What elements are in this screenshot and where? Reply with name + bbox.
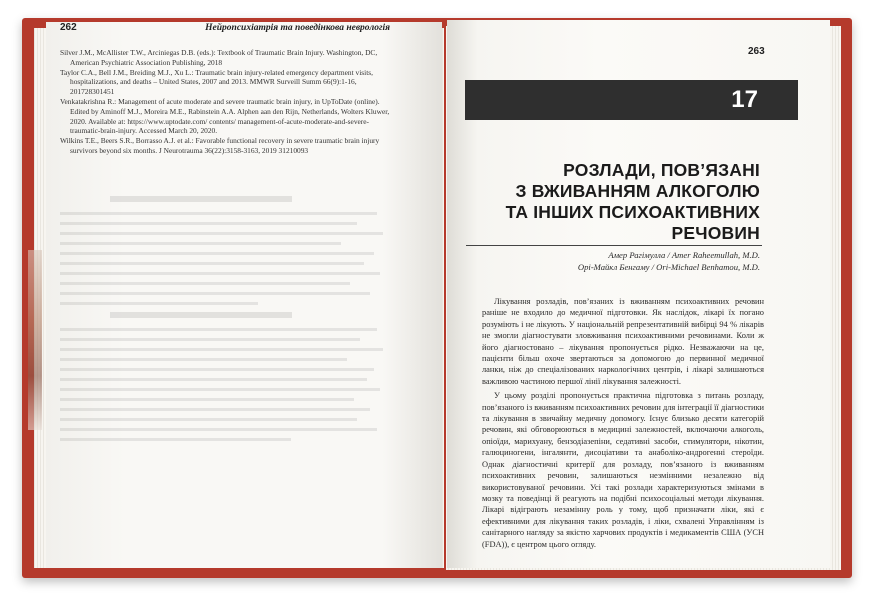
chapter-number: 17 [731, 86, 758, 113]
chapter-title-line: РЕЧОВИН [671, 223, 760, 243]
reference-item: Silver J.M., McAllister T.W., Arciniegas D.B. (eds.): Textbook of Traumatic Brain Injury. Washington, DC, American Psychiatric Association Publishing, 2018 [60, 48, 378, 67]
right-page-number: 263 [748, 46, 765, 57]
author-line: Орі-Майкл Бенгаму / Ori-Michael Benhamou, M.D. [577, 261, 760, 272]
title-divider [466, 245, 762, 246]
chapter-body [482, 296, 764, 550]
reference-item: Wilkins T.E., Beers S.R., Borrasso A.J. et al.: Favorable functional recovery in severe traumatic brain injury survivors beyond six months. J Neurotrauma 36(22):3158-3163, 2019 31210093 [60, 136, 380, 155]
body-paragraph: У цьому розділі пропонується практична підготовка з питань розладу, пов’язаного із вживанням психоактивних речовин для інтеграції її діагностики та лікування в звичайну медичну допомогу. Існує близько десяти категорій речовин, які обговорюються в медицині залежностей, включаючи алкоголь, опіоїди, марихуану, бензодіазепіни, седативні засоби, стимулятори, нікотин, галюциногени, інгалянти, дисоціативи та анаболіко-андрогенні стероїди. Однак діагностичні критерії для розладу, пов’язаного із вживанням психоактивних речовин, залишаються незмінними незалежно від використовуваної речовини. Усі такі розлади характеризуються змінами в мозку та поведінці й реагують на подібні психосоціальні методи лікування. Лікарі відіграють незамінну роль у тому, щоб призначати ліки, які є ефективними для лікування таких розладів, і ліки, схвалені Управлінням із санітарного нагляду за якістю харчових продуктів і медикаментів США (УСН (FDA)), є центром цього огляду. [482, 391, 764, 549]
chapter-banner [465, 80, 798, 120]
body-paragraph: Лікування розладів, пов’язаних із вживанням психоактивних речовин раніше не входило до медичної підготовки. Як наслідок, лікарі їх погано розуміють і не лікують. У національній репрезентативній вибірці 94 % лікарів не змогли діагностувати зловживання психоактивними речовинами. Коли ж його діагностовано – лікування пропонується рідко. Незважаючи на це, пацієнти більш охоче звертаються за допомогою до первинної медичної ланки, ніж до спеціалізованих наркологічних центрів, і лікарі залишаються важливою частиною першої лінії лікування залежності. [482, 297, 764, 386]
chapter-title-line: ТА ІНШИХ ПСИХОАКТИВНИХ [505, 202, 760, 222]
author-line: Амер Рагімулла / Amer Raheemullah, M.D. [608, 250, 760, 260]
left-page-header [60, 22, 390, 33]
reference-list [60, 48, 390, 156]
bleed-through-image [28, 250, 42, 430]
reference-item: Taylor C.A., Bell J.M., Breiding M.J., Xu L.: Traumatic brain injury-related emergency department visits, hospitalizations, and deaths – United States, 2007 and 2013. MMWR Surveill Summ 66(9):1-16, 201728301451 [60, 67, 373, 97]
running-title: Нейропсихіатрія та поведінкова неврологія [205, 23, 390, 33]
chapter-title-line: РОЗЛАДИ, ПОВ’ЯЗАНІ [563, 160, 760, 180]
chapter-title-line: З ВЖИВАННЯМ АЛКОГОЛЮ [515, 181, 760, 201]
left-page-number: 262 [60, 22, 77, 33]
reference-item: Venkatakrishna R.: Management of acute moderate and severe traumatic brain injury, in UpToDate (online). Edited by Aminoff M.J., Moreira M.E., Rabinstein A.A. Alphen aan den Rijn, Netherlands, Wolters Kluwer, 2020. Available at: https://www.uptodate.com/ contents/ management-of-acute-moderate-and-severe-traumatic-brain-injury. Accessed March 20, 2020. [60, 96, 390, 136]
show-through-text [60, 190, 390, 550]
chapter-title [470, 160, 760, 244]
chapter-authors [470, 250, 760, 273]
